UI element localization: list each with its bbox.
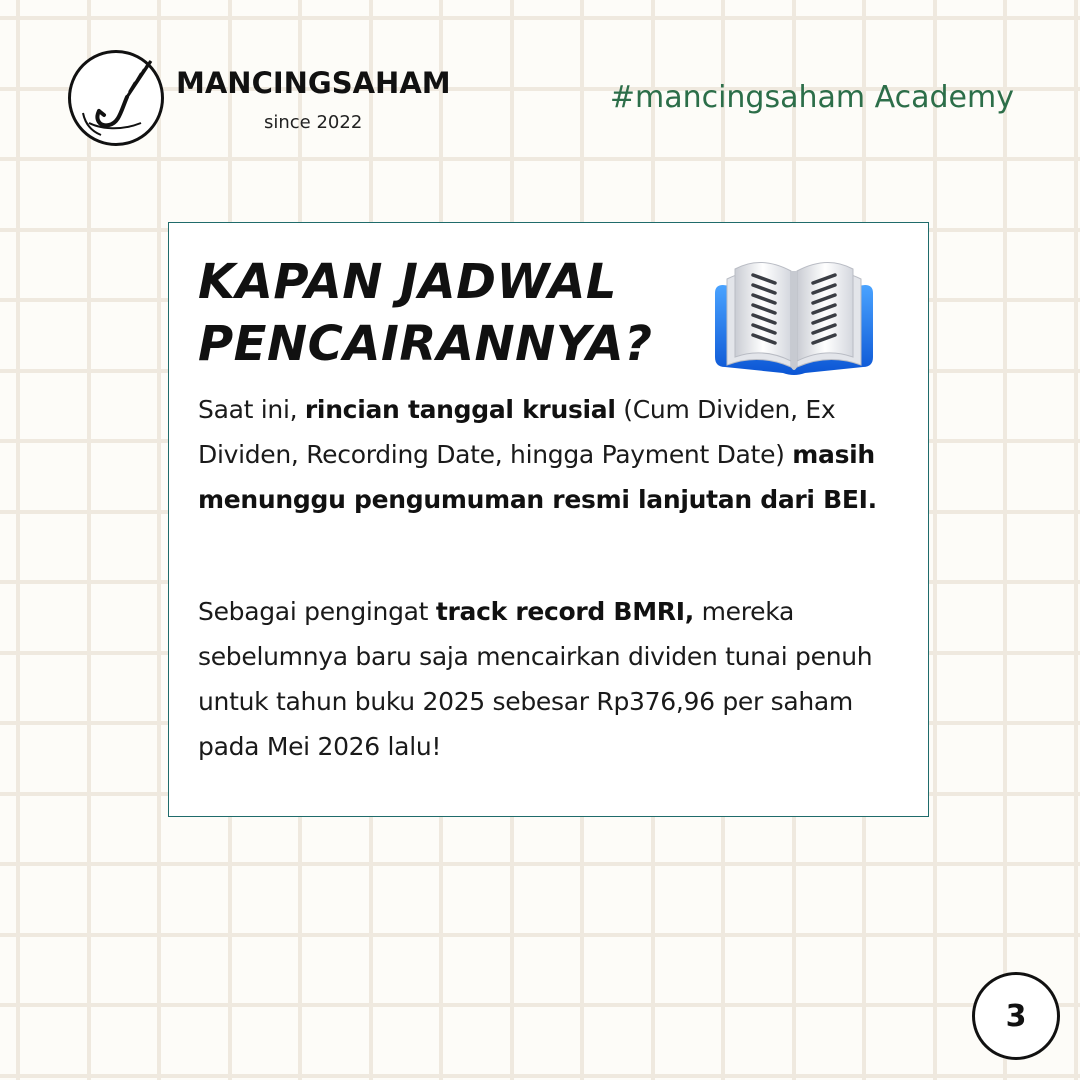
heading-line-2: PENCAIRANNYA? [198,316,653,372]
content-card [168,222,929,817]
paragraph-schedule-status [198,387,898,522]
card-heading [198,251,652,375]
p1-text-1: Saat ini, [198,395,305,424]
p1-text-2: (Cum Dividen, Ex Dividen, Recording Date, hingga Payment Date) [198,395,836,469]
page-number: 3 [1005,998,1027,1034]
p1-bold-2: masih menunggu pengumuman resmi lanjutan dari BEI. [198,440,877,514]
p2-text-1: Sebagai pengingat [198,597,436,626]
paragraph-track-record [198,589,898,769]
open-book-icon [709,249,879,379]
page-number-badge [972,972,1060,1060]
brand-logo [68,50,468,150]
academy-tagline: #mancingsaham Academy [609,80,1014,115]
p2-text-2: mereka sebelumnya baru saja mencairkan dividen tunai penuh untuk tahun buku 2025 sebesar Rp376,96 per saham pada Mei 2026 lalu! [198,597,873,761]
fishing-hook-logo-icon [68,50,164,146]
p2-bold-1: track record BMRI, [435,597,694,626]
heading-line-1: KAPAN JADWAL [198,254,617,310]
brand-name: MANCINGSAHAM [176,66,451,100]
p1-bold-1: rincian tanggal krusial [304,395,616,424]
brand-since: since 2022 [264,112,363,133]
